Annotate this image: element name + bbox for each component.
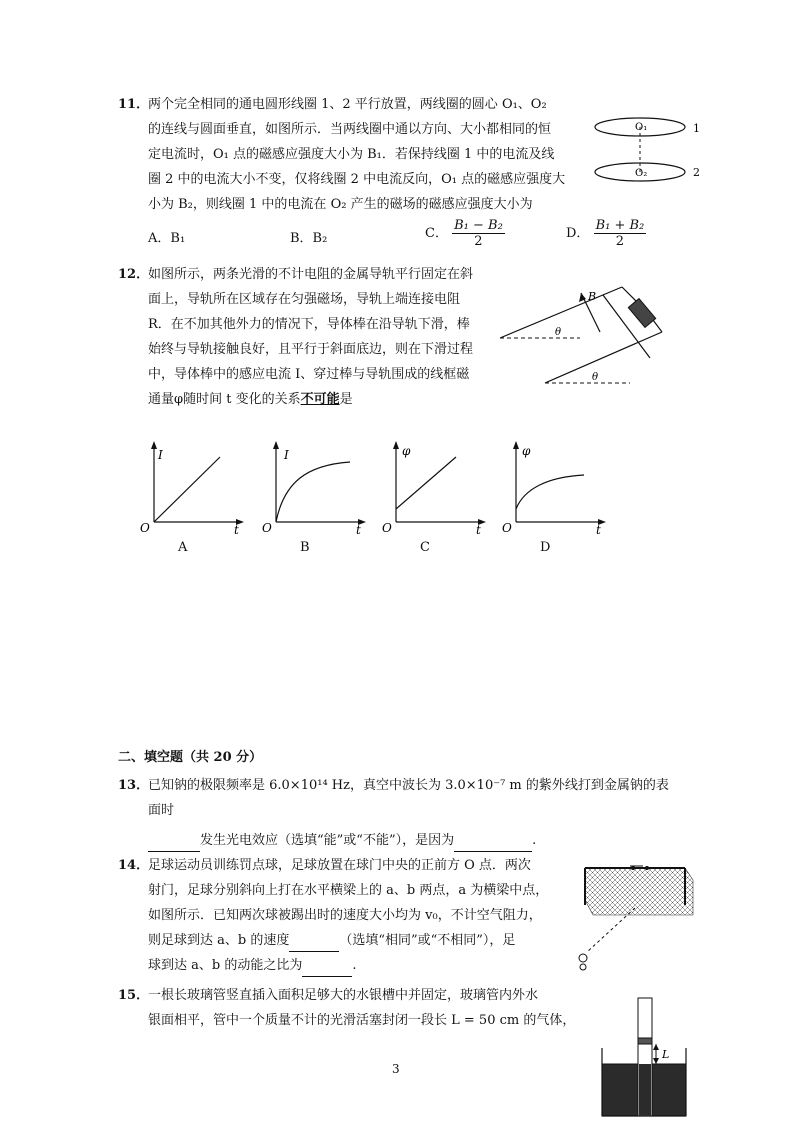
- q11-option-c-denominator: 2: [474, 234, 483, 249]
- q11-number: 11．: [118, 97, 150, 112]
- q13-text-line-2: 面时: [148, 803, 175, 818]
- q12-text-line-2: 面上，导轨所在区域存在匀强磁场，导轨上端连接电阻: [148, 292, 461, 307]
- q14-line4-b: （选填“相同”或“不相同”），足: [339, 933, 516, 948]
- graph-a: [140, 437, 250, 537]
- q12-last-prefix: 通量φ随时间 t 变化的关系: [148, 392, 301, 407]
- graph-c-curve: [396, 457, 456, 509]
- graph-d-curve: [516, 475, 584, 509]
- q11-option-d-denominator: 2: [615, 234, 625, 249]
- graph-d: [502, 437, 612, 537]
- graph-b-y-label: I: [284, 448, 289, 462]
- angle-theta-lower: θ: [592, 372, 599, 383]
- resistor-r: [628, 299, 655, 328]
- q12-last-suffix: 是: [339, 392, 353, 407]
- graph-c-x-label: t: [476, 523, 481, 537]
- coil-1-number: 1: [693, 122, 700, 135]
- graph-d-x-label: t: [596, 523, 601, 537]
- q13-text-line-1: 已知钠的极限频率是 6.0×10¹⁴ Hz，真空中波长为 3.0×10⁻⁷ m 的紫外线打到金属钠的表: [148, 778, 669, 793]
- q11-coil-figure: [590, 112, 710, 192]
- q15-text-line-1: 一根长玻璃管竖直插入面积足够大的水银槽中并固定，玻璃管内外水: [148, 988, 539, 1003]
- q11-option-c: [425, 218, 505, 249]
- q13-blank-1: [148, 831, 200, 852]
- q12-text-line-3: R．在不加其他外力的情况下，导体棒在沿导轨下滑，棒: [148, 317, 470, 332]
- q11-option-c-numerator: B₁ − B₂: [454, 218, 503, 233]
- q11-option-a: A．B₁: [148, 231, 186, 246]
- q11-text-line-2: 的连线与圆面垂直，如图所示．当两线圈中通以方向、大小都相同的恒: [148, 122, 552, 137]
- q14-text-line-4: [148, 931, 515, 952]
- graph-c-origin: O: [382, 521, 392, 535]
- coil-2-center-label: O₂: [635, 168, 648, 179]
- graph-b-origin: O: [262, 521, 272, 535]
- q11-option-d-numerator: B₁ + B₂: [595, 218, 645, 233]
- graph-d-origin: O: [502, 521, 512, 535]
- q12-text-line-6: [148, 390, 353, 410]
- q12-emphasis-not-possible: 不可能: [300, 392, 340, 407]
- q14-text-line-2: 射门，足球分别斜向上打在水平横梁上的 a、b 两点，a 为横梁中点，: [148, 883, 549, 898]
- length-l-label: L: [662, 1048, 670, 1061]
- q13-blank-2: [454, 831, 532, 852]
- q12-rail-figure: [500, 280, 700, 395]
- q11-option-d: [566, 218, 646, 249]
- q11-text-line-1: 两个完全相同的通电圆形线圈 1、2 平行放置，两线圈的圆心 O₁、O₂: [148, 97, 547, 112]
- q14-blank-2: [302, 956, 352, 977]
- q15-tube-figure: [600, 998, 690, 1120]
- q15-number: 15．: [118, 988, 150, 1003]
- graph-d-y-label: φ: [522, 444, 531, 458]
- q13-line3-end: .: [532, 833, 537, 848]
- section-2-title: 二、填空题（共 20 分）: [118, 750, 263, 765]
- q14-text-line-3: 如图所示．已知两次球被踢出时的速度大小均为 v₀，不计空气阻力，: [148, 908, 542, 923]
- graph-b: [262, 437, 372, 537]
- point-b-marker: [645, 866, 649, 870]
- q14-line5-b: .: [352, 958, 357, 973]
- graph-d-caption: D: [540, 540, 551, 555]
- graph-a-y-label: I: [158, 448, 163, 462]
- q14-text-line-5: [148, 956, 356, 977]
- graph-a-caption: A: [178, 540, 188, 555]
- graph-a-curve: [154, 457, 220, 522]
- q14-text-line-1: 足球运动员训练罚点球，足球放置在球门中央的正前方 O 点．两次: [148, 858, 531, 873]
- page-number: 3: [392, 1062, 400, 1076]
- q11-option-b: B．B₂: [290, 231, 328, 246]
- graph-b-curve: [276, 462, 350, 522]
- coil-2-number: 2: [693, 166, 700, 179]
- q11-option-d-label: D．: [566, 226, 590, 241]
- q12-text-line-5: 中，导体棒中的感应电流 I、穿过棒与导轨围成的线框磁: [148, 367, 470, 382]
- coil-1-center-label: O₁: [635, 122, 648, 133]
- b-field-label: B: [588, 290, 597, 303]
- angle-theta-upper: θ: [555, 327, 562, 338]
- q15-text-line-2: 银面相平，管中一个质量不计的光滑活塞封闭一段长 L = 50 cm 的气体，: [148, 1013, 576, 1028]
- graph-b-caption: B: [300, 540, 310, 555]
- q13-line3-middle: 发生光电效应（选填“能”或“不能”），是因为: [200, 833, 455, 848]
- q12-text-line-4: 始终与导轨接触良好，且平行于斜面底边，则在下滑过程: [148, 342, 474, 357]
- graph-c: [382, 437, 492, 537]
- graph-c-y-label: φ: [402, 444, 411, 458]
- graph-a-x-label: t: [234, 523, 239, 537]
- q14-blank-1: [289, 931, 339, 952]
- q13-number: 13．: [118, 778, 150, 793]
- q12-number: 12．: [118, 267, 150, 282]
- q14-line4-a: 则足球到达 a、b 的速度: [148, 933, 290, 948]
- graph-b-x-label: t: [356, 523, 361, 537]
- q11-option-c-label: C．: [425, 226, 448, 241]
- q11-option-d-fraction: [594, 218, 647, 249]
- q12-text-line-1: 如图所示，两条光滑的不计电阻的金属导轨平行固定在斜: [148, 267, 474, 282]
- graph-a-origin: O: [140, 521, 150, 535]
- q11-option-c-fraction: [452, 218, 505, 249]
- q14-line5-a: 球到达 a、b 的动能之比为: [148, 958, 303, 973]
- q14-number: 14．: [118, 858, 150, 873]
- football-icon: [579, 954, 587, 962]
- q11-text-line-4: 圈 2 中的电流大小不变，仅将线圈 2 中电流反向，O₁ 点的磁感应强度大: [148, 172, 566, 187]
- q14-goal-figure: [575, 860, 705, 975]
- point-a-marker: [631, 866, 635, 870]
- piston: [638, 1038, 652, 1044]
- q11-text-line-3: 定电流时，O₁ 点的磁感应强度大小为 B₁．若保持线圈 1 中的电流及线: [148, 147, 555, 162]
- q11-text-line-5: 小为 B₂，则线圈 1 中的电流在 O₂ 产生的磁场的磁感应强度大小为: [148, 197, 533, 212]
- q13-text-line-3: [148, 831, 536, 852]
- graph-c-caption: C: [420, 540, 430, 555]
